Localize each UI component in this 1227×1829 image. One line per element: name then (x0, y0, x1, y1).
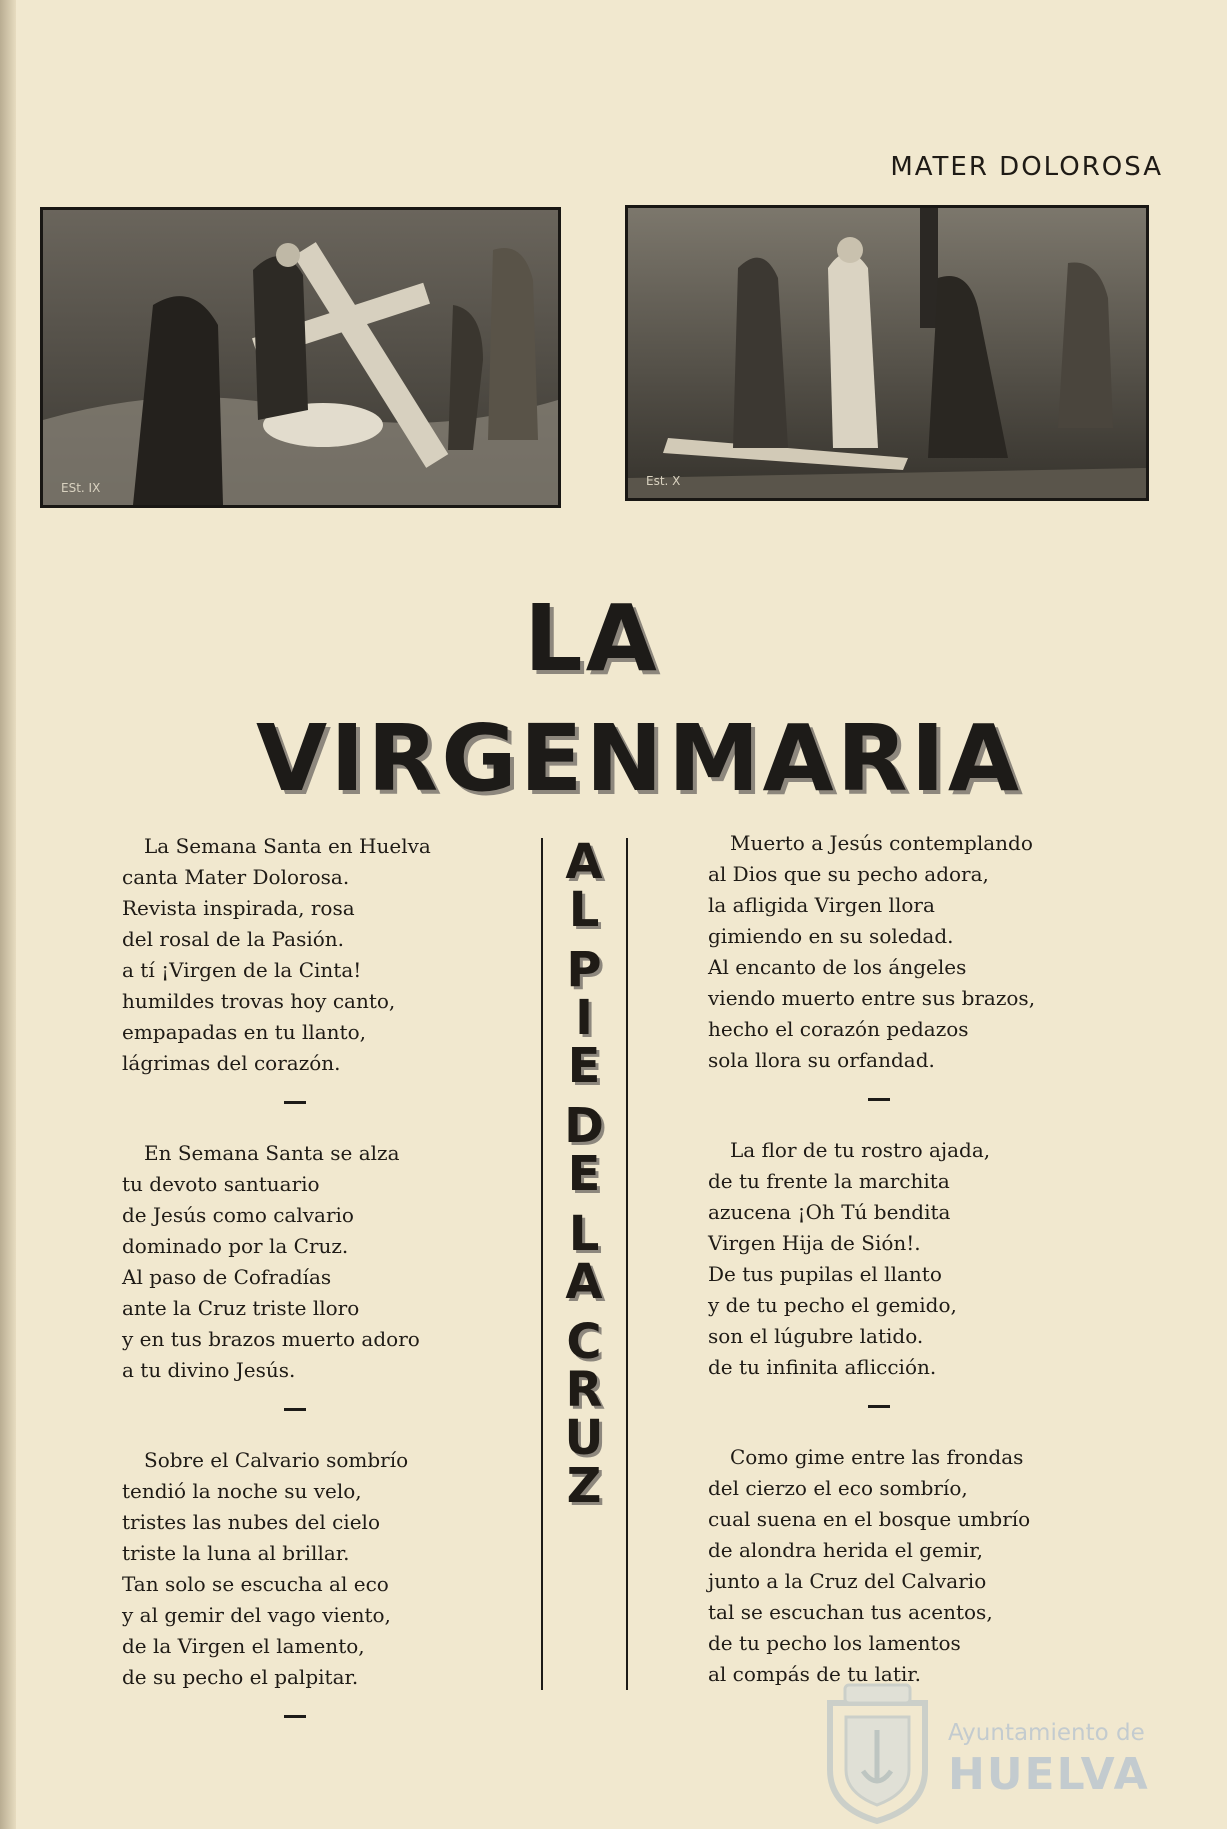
poem-line: canta Mater Dolorosa. (122, 865, 350, 889)
poem-line: ante la Cruz triste lloro (122, 1296, 360, 1320)
poem-line: empapadas en tu llanto, (122, 1020, 366, 1044)
station-ix-photo (40, 207, 561, 508)
poem-line: al compás de tu latir. (708, 1662, 921, 1686)
poem-line: sola llora su orfandad. (708, 1048, 935, 1072)
poem-line: tendió la noche su velo, (122, 1479, 362, 1503)
vertical-letter: E (567, 1146, 601, 1202)
vertical-letter: P (566, 942, 602, 998)
station-x-caption: Est. X (646, 474, 681, 488)
vertical-divider-right (626, 838, 628, 1690)
vertical-letter: A (565, 1254, 603, 1310)
poem-line: azucena ¡Oh Tú bendita (708, 1200, 951, 1224)
poem-line: gimiendo en su soledad. (708, 924, 954, 948)
poem-left-column (122, 831, 527, 1752)
poem-line: Al paso de Cofradías (122, 1265, 332, 1289)
poem-line: de alondra herida el gemir, (708, 1538, 983, 1562)
vertical-word (565, 1206, 603, 1310)
vertical-letter: E (567, 1038, 601, 1094)
vertical-letter: A (565, 834, 603, 890)
vertical-word (566, 942, 602, 1094)
stanza-separator (868, 1098, 890, 1101)
poem-stanza (122, 1138, 527, 1386)
poem-line: Muerto a Jesús contemplando (730, 831, 1033, 855)
poem-line: Revista inspirada, rosa (122, 896, 355, 920)
vertical-divider-left (541, 838, 543, 1690)
vertical-letter: L (568, 882, 600, 938)
poem-stanza (708, 828, 1133, 1076)
poem-stanza (708, 1135, 1133, 1383)
poem-line: La flor de tu rostro ajada, (730, 1138, 991, 1162)
poem-line: del cierzo el eco sombrío, (708, 1476, 968, 1500)
station-x-photo (625, 205, 1149, 501)
poem-line: Al encanto de los ángeles (708, 955, 967, 979)
title-virgen: VIRGEN (256, 705, 666, 812)
poem-line: Sobre el Calvario sombrío (144, 1448, 409, 1472)
stanza-separator (868, 1405, 890, 1408)
poem-line: a tu divino Jesús. (122, 1358, 296, 1382)
poem-line: de su pecho el palpitar. (122, 1665, 359, 1689)
vertical-letter: D (564, 1098, 604, 1154)
vertical-word (564, 1314, 604, 1514)
poem-line: y en tus brazos muerto adoro (122, 1327, 420, 1351)
vertical-word (565, 834, 603, 938)
poem-right-column (708, 828, 1133, 1726)
poem-line: son el lúgubre latido. (708, 1324, 924, 1348)
vertical-letter: U (564, 1410, 604, 1466)
poem-line: al Dios que su pecho adora, (708, 862, 989, 886)
title-la: LA (524, 585, 660, 692)
poem-line: dominado por la Cruz. (122, 1234, 349, 1258)
poem-stanza (122, 831, 527, 1079)
poem-line: del rosal de la Pasión. (122, 927, 345, 951)
watermark-line-2: HUELVA (948, 1749, 1150, 1800)
station-ix-caption: ESt. IX (61, 481, 101, 495)
vertical-letter: L (568, 1206, 600, 1262)
poem-line: de tu frente la marchita (708, 1169, 950, 1193)
poem-line: y al gemir del vago viento, (122, 1603, 391, 1627)
page-header-title: MATER DOLOROSA (890, 152, 1163, 182)
poem-line: Como gime entre las frondas (730, 1445, 1024, 1469)
poem-line: La Semana Santa en Huelva (144, 834, 431, 858)
watermark-text (948, 1720, 1150, 1800)
poem-line: y de tu pecho el gemido, (708, 1293, 957, 1317)
stanza-separator (284, 1408, 306, 1411)
poem-line: cual suena en el bosque umbrío (708, 1507, 1031, 1531)
poem-line: tu devoto santuario (122, 1172, 320, 1196)
vertical-letter: C (566, 1314, 602, 1370)
huelva-coat-of-arms-icon (815, 1675, 940, 1825)
poem-stanza (708, 1442, 1133, 1690)
poem-line: hecho el corazón pedazos (708, 1017, 969, 1041)
vertical-letter: R (565, 1362, 603, 1418)
stanza-separator (284, 1715, 306, 1718)
poem-line: de tu pecho los lamentos (708, 1631, 961, 1655)
poem-line: junto a la Cruz del Calvario (708, 1569, 987, 1593)
poem-line: de tu infinita aflicción. (708, 1355, 937, 1379)
station-ix-engraving (43, 210, 558, 505)
title-maria: MARIA (668, 705, 1023, 812)
poem-line: a tí ¡Virgen de la Cinta! (122, 958, 362, 982)
poem-line: Virgen Hija de Sión!. (708, 1231, 921, 1255)
stanza-separator (284, 1101, 306, 1104)
poem-line: tal se escuchan tus acentos, (708, 1600, 993, 1624)
poem-line: tristes las nubes del cielo (122, 1510, 380, 1534)
vertical-letter: I (575, 990, 593, 1046)
watermark-line-1: Ayuntamiento de (948, 1720, 1145, 1746)
vertical-word (564, 1098, 604, 1202)
poem-line: triste la luna al brillar. (122, 1541, 350, 1565)
vertical-letter: Z (566, 1458, 602, 1514)
page-edge (0, 0, 16, 1829)
poem-stanza (122, 1445, 527, 1693)
poem-line: la afligida Virgen llora (708, 893, 935, 917)
poem-line: viendo muerto entre sus brazos, (708, 986, 1036, 1010)
poem-line: de la Virgen el lamento, (122, 1634, 365, 1658)
poem-line: Tan solo se escucha al eco (122, 1572, 389, 1596)
vertical-subtitle-al-pie-de-la-cruz (547, 834, 621, 1522)
poem-line: De tus pupilas el llanto (708, 1262, 942, 1286)
poem-line: de Jesús como calvario (122, 1203, 354, 1227)
poem-line: En Semana Santa se alza (144, 1141, 400, 1165)
poem-line: lágrimas del corazón. (122, 1051, 341, 1075)
poem-line: humildes trovas hoy canto, (122, 989, 396, 1013)
station-x-engraving (628, 208, 1146, 498)
